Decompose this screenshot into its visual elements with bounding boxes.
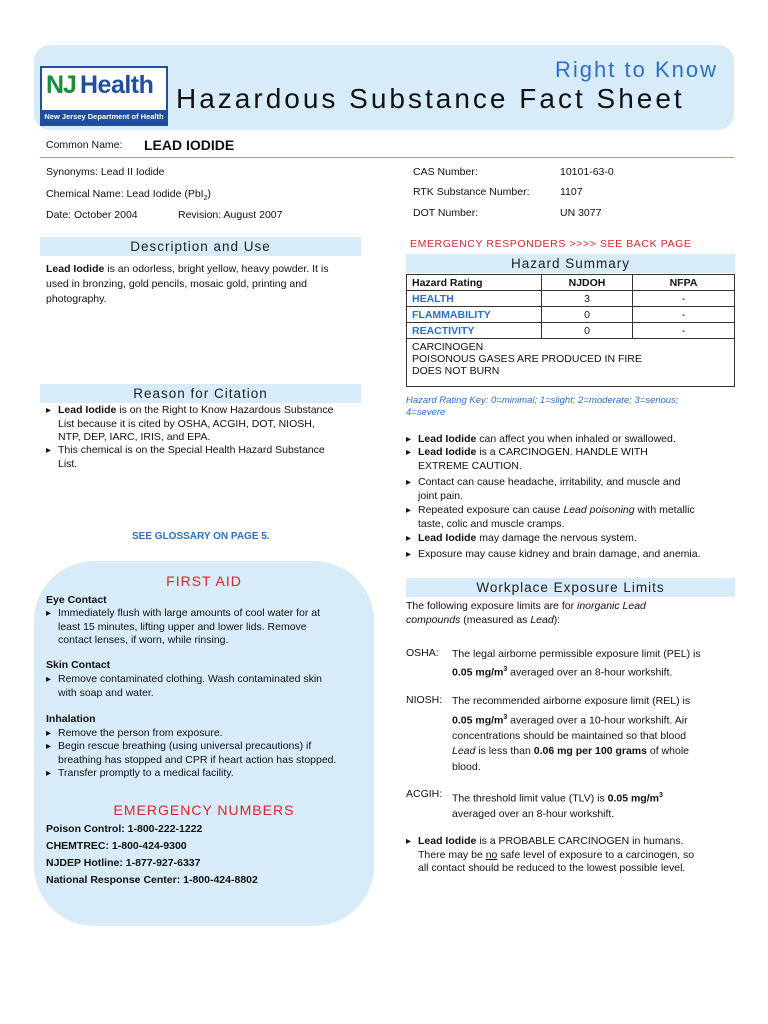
inhalation-bullet-2: ▸ Begin rescue breathing (using universal precautions) if breathing has stopped and CPR if heart action has stopped. <box>46 740 336 767</box>
njdoh-value: 0 <box>542 307 633 323</box>
logo-nj-text: NJ <box>46 71 76 99</box>
national-response-center: National Response Center: 1-800-424-8802 <box>46 874 258 886</box>
njdoh-value: 3 <box>542 291 633 307</box>
cas-label: CAS Number: <box>413 166 478 178</box>
effect-bullet-1: ▸ Lead Iodide can affect you when inhaled or swallowed. <box>406 433 676 447</box>
chemical-name: Chemical Name: Lead Iodide (PbI$_2$) <box>46 188 211 203</box>
skin-contact-text: ▸ Remove contaminated clothing. Wash contaminated skin with soap and water. <box>46 673 322 700</box>
cas-value: 10101-63-0 <box>560 166 614 178</box>
hazard-note-2: POISONOUS GASES ARE PRODUCED IN FIRE <box>412 353 642 365</box>
dot-value: UN 3077 <box>560 207 602 219</box>
eye-contact-heading: Eye Contact <box>46 594 107 606</box>
date: Date: October 2004 <box>46 209 138 221</box>
nfpa-value: - <box>633 323 735 339</box>
osha-text: The legal airborne permissible exposure limit (PEL) is 0.05 $mg/m^3$ averaged over an 8-hour workshift. <box>452 648 701 679</box>
effect-bullet-3: ▸ Contact can cause headache, irritability, and muscle and joint pain. <box>406 476 680 503</box>
logo-health-text: Health <box>80 71 154 99</box>
njdep-hotline: NJDEP Hotline: 1-877-927-6337 <box>46 857 201 869</box>
hazard-table <box>406 274 735 387</box>
col-nfpa: NFPA <box>633 275 735 291</box>
citation-bullet-2: ▸ This chemical is on the Special Health Hazard Substance List. <box>46 444 325 471</box>
revision: Revision: August 2007 <box>178 209 283 221</box>
synonyms: Synonyms: Lead II Iodide <box>46 166 165 178</box>
emergency-responders-note: EMERGENCY RESPONDERS >>>> SEE BACK PAGE <box>410 238 692 250</box>
hazard-note-3: DOES NOT BURN <box>412 365 500 377</box>
carcinogen-bullet: ▸ Lead Iodide is a PROBABLE CARCINOGEN in humans. There may be no safe level of exposure to a carcinogen, so all contact should be reduced to the lowest possible level. <box>406 835 694 876</box>
citation-heading: Reason for Citation <box>40 384 361 403</box>
rtk-value: 1107 <box>560 186 583 198</box>
exposure-limits-heading: Workplace Exposure Limits <box>406 578 735 597</box>
description-line-2: used in bronzing, gold pencils, mosaic gold, printing and <box>46 278 307 290</box>
first-aid-heading: FIRST AID <box>166 573 242 589</box>
hazard-summary-heading: Hazard Summary <box>406 254 735 273</box>
acgih-label: ACGIH: <box>406 788 443 800</box>
table-row <box>407 323 735 339</box>
inhalation-heading: Inhalation <box>46 713 96 725</box>
limits-intro: The following exposure limits are for inorganic Lead compounds (measured as Lead): <box>406 600 646 626</box>
hazard-name: HEALTH <box>407 291 542 307</box>
header-rule <box>40 157 734 158</box>
njdoh-value: 0 <box>542 323 633 339</box>
common-name-value: LEAD IODIDE <box>144 137 235 153</box>
acgih-text: The threshold limit value (TLV) is 0.05 $mg/m^3$ averaged over an 8-hour workshift. <box>452 792 663 820</box>
eye-contact-text: ▸ Immediately flush with large amounts of cool water for at least 15 minutes, lifting upper and lower lids. Remove contact lenses, if worn, while rinsing. <box>46 607 320 648</box>
hazard-notes-row <box>407 339 735 387</box>
effect-bullet-2: ▸ Lead Iodide is a CARCINOGEN. HANDLE WITH EXTREME CAUTION. <box>406 446 648 473</box>
col-hazard-rating: Hazard Rating <box>407 275 542 291</box>
inhalation-bullet-3: ▸ Transfer promptly to a medical facility. <box>46 767 234 781</box>
common-name-label: Common Name: <box>46 139 123 151</box>
nfpa-value: - <box>633 307 735 323</box>
hazard-notes <box>407 339 735 387</box>
rtk-label: RTK Substance Number: <box>413 186 530 198</box>
description-line-1: Lead Iodide is an odorless, bright yellow, heavy powder. It is <box>46 263 329 275</box>
effect-bullet-4: ▸ Repeated exposure can cause Lead poisoning with metallic taste, colic and muscle cramps. <box>406 504 695 531</box>
chemtrec: CHEMTREC: 1-800-424-9300 <box>46 840 187 852</box>
hazard-name: REACTIVITY <box>407 323 542 339</box>
osha-label: OSHA: <box>406 647 439 659</box>
hazard-rating-key: Hazard Rating Key: 0=minimal; 1=slight; 2=moderate; 3=serious; 4=severe <box>406 395 679 418</box>
niosh-label: NIOSH: <box>406 694 443 706</box>
page-title: Hazardous Substance Fact Sheet <box>176 83 685 114</box>
effect-bullet-5: ▸ Lead Iodide may damage the nervous system. <box>406 532 637 546</box>
description-line-3: photography. <box>46 293 107 305</box>
hazard-note-1: CARCINOGEN <box>412 341 484 353</box>
table-row <box>407 307 735 323</box>
effect-bullet-6: ▸ Exposure may cause kidney and brain damage, and anemia. <box>406 548 701 562</box>
niosh-text: The recommended airborne exposure limit (REL) is 0.05 $mg/m^3$ averaged over a 10-hour workshift. Air concentrations should be maintained so that blood Lead is less than 0.06 mg per 100 grams of whole blood. <box>452 695 691 773</box>
nj-health-logo <box>40 66 168 126</box>
citation-bullet-1: ▸ Lead Iodide is on the Right to Know Hazardous Substance List because it is cited by OSHA, ACGIH, DOT, NIOSH, NTP, DEP, IARC, IRIS, and EPA. <box>46 404 333 445</box>
skin-contact-heading: Skin Contact <box>46 659 111 671</box>
logo-subtitle: New Jersey Department of Health <box>42 110 166 124</box>
hazard-name: FLAMMABILITY <box>407 307 542 323</box>
emergency-heading: EMERGENCY NUMBERS <box>113 802 295 818</box>
right-to-know-title: Right to Know <box>555 57 718 82</box>
glossary-link[interactable]: SEE GLOSSARY ON PAGE 5. <box>132 531 270 542</box>
poison-control: Poison Control: 1-800-222-1222 <box>46 823 203 835</box>
inhalation-bullet-1: ▸ Remove the person from exposure. <box>46 727 223 741</box>
table-row <box>407 291 735 307</box>
description-heading: Description and Use <box>40 237 361 256</box>
col-njdoh: NJDOH <box>542 275 633 291</box>
nfpa-value: - <box>633 291 735 307</box>
hazard-table-header <box>407 275 735 291</box>
dot-label: DOT Number: <box>413 207 479 219</box>
